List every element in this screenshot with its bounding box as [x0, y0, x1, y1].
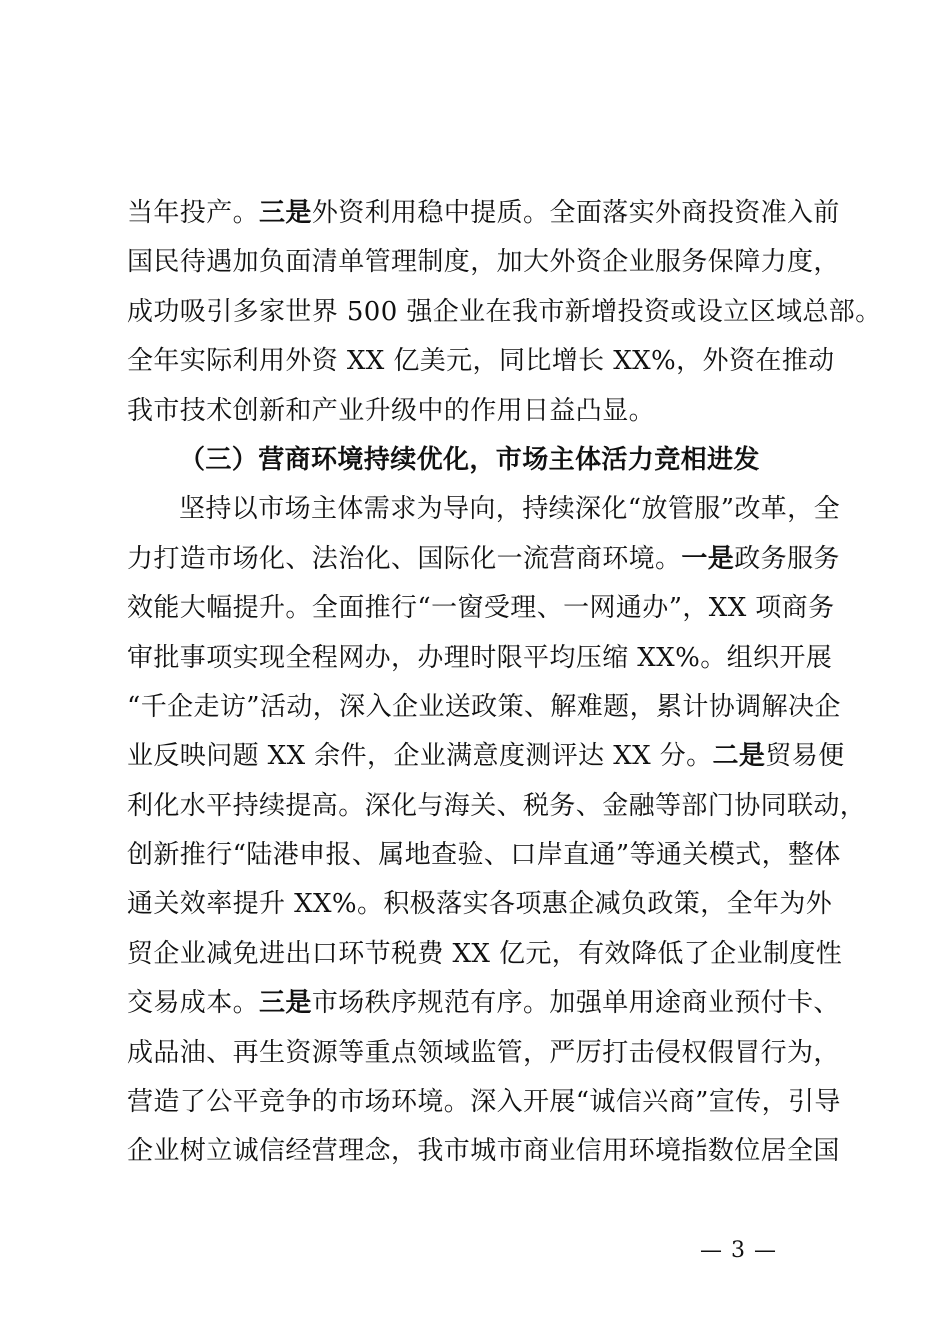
text-line: 成功吸引多家世界 500 强企业在我市新增投资或设立区域总部。	[127, 296, 882, 327]
text-line: 通关效率提升 XX%。积极落实各项惠企减负政策，全年为外	[127, 889, 833, 920]
text-line: 全年实际利用外资 XX 亿美元，同比增长 XX%，外资在推动	[127, 346, 835, 377]
text-line: 效能大幅提升。全面推行“一窗受理、一网通办”，XX 项商务	[127, 593, 835, 624]
emphasis-label: 三是	[259, 988, 312, 1019]
text-line: 坚持以市场主体需求为导向，持续深化“放管服”改革，全	[179, 494, 840, 525]
text-line: 企业树立诚信经营理念，我市城市商业信用环境指数位居全国	[127, 1136, 840, 1167]
text-line: 利化水平持续提高。深化与海关、税务、金融等部门协同联动，	[127, 790, 867, 821]
section-heading: （三）营商环境持续优化，市场主体活力竞相进发	[179, 444, 760, 475]
text-line: “千企走访”活动，深入企业送政策、解难题，累计协调解决企	[127, 691, 841, 722]
text-line: 成品油、再生资源等重点领域监管，严厉打击侵权假冒行为，	[127, 1037, 840, 1068]
text-line: 创新推行“陆港申报、属地查验、口岸直通”等通关模式，整体	[127, 840, 841, 871]
text-line: 交易成本。三是市场秩序规范有序。加强单用途商业预付卡、	[127, 988, 840, 1019]
emphasis-label: 二是	[712, 741, 766, 772]
emphasis-label: 三是	[259, 198, 312, 228]
document-body	[127, 189, 882, 1177]
text-line: 审批事项实现全程网办，办理时限平均压缩 XX%。组织开展	[127, 642, 833, 673]
text-line: 营造了公平竞争的市场环境。深入开展“诚信兴商”宣传，引导	[127, 1087, 841, 1118]
emphasis-label: 一是	[681, 543, 735, 574]
text-line: 国民待遇加负面清单管理制度，加大外资企业服务保障力度，	[127, 247, 840, 278]
text-line: 业反映问题 XX 余件，企业满意度测评达 XX 分。二是贸易便	[127, 741, 845, 772]
text-line: 我市技术创新和产业升级中的作用日益凸显。	[127, 395, 656, 426]
text-line: 贸企业减免进出口环节税费 XX 亿元，有效降低了企业制度性	[127, 938, 843, 969]
page-number: — 3 —	[700, 1238, 777, 1263]
text-line: 力打造市场化、法治化、国际化一流营商环境。一是政务服务	[127, 543, 840, 574]
text-line: 当年投产。三是外资利用稳中提质。全面落实外商投资准入前	[127, 198, 840, 228]
